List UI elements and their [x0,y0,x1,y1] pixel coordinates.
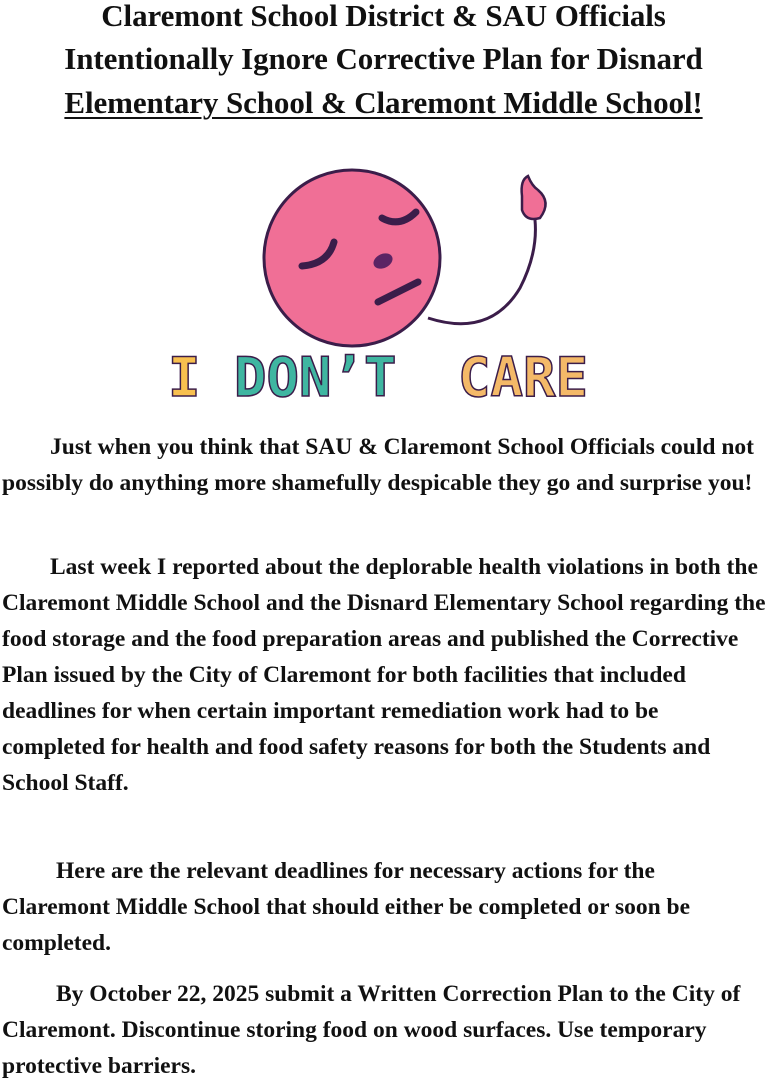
paragraph-4 [2,976,767,1084]
tail-string [428,220,535,324]
headline-line-3: Elementary School & Claremont Middle School! [64,85,703,120]
headline-line-2: Intentionally Ignore Corrective Plan for Disnard [64,41,703,76]
paragraph-2-text: Last week I reported about the deplorable health violations in both the Claremont Middle School and the Disnard Elementary School regarding the food storage and the food preparation areas and published the Corrective Plan issued by the City of Claremont for both facilities that included deadlines for when certain important remediation work had to be completed for health and food safety reasons for both the Students and School Staff. [2,554,766,796]
i-dont-care-caption [168,346,588,408]
headline-line-1: Claremont School District & SAU Officials [101,0,666,33]
tail-tip [522,176,546,219]
paragraph-3-text: Here are the relevant deadlines for necessary actions for the Claremont Middle School that should either be completed or soon be completed. [2,858,691,956]
paragraph-1 [2,429,767,501]
paragraph-2 [2,549,767,801]
i-dont-care-illustration [160,168,620,408]
face-circle [264,170,440,346]
paragraph-4-text: By October 22, 2025 submit a Written Correction Plan to the City of Claremont. Discontinue storing food on wood surfaces. Use temporary protective barriers. [2,981,741,1079]
caption-word-dont: DON’T [234,346,397,408]
sleepy-pink-face-icon [160,168,620,408]
paragraph-3 [2,853,767,961]
caption-word-i: I [168,346,201,408]
paragraph-1-text: Just when you think that SAU & Claremont School Officials could not possibly do anything more shamefully despicable they go and surprise you! [2,434,754,496]
caption-word-care: CARE [458,346,589,408]
